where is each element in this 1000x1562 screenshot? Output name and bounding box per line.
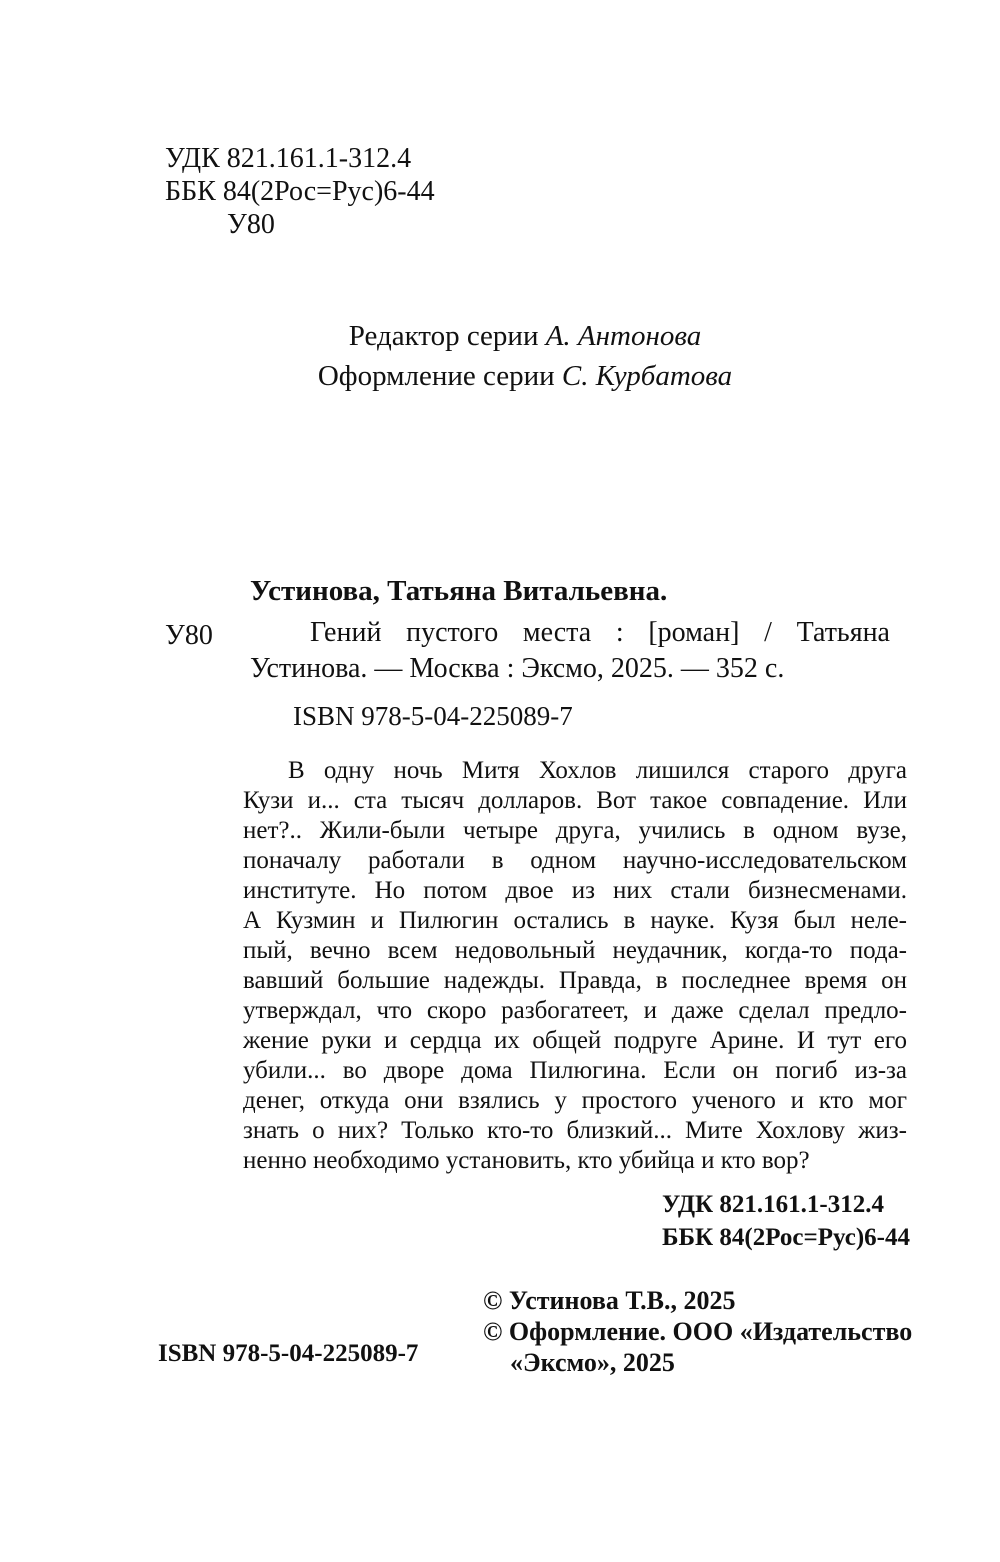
annotation-line: ненно необходимо установить, кто убийца и кто вор? [243, 1147, 810, 1174]
card-title-line-2: Устинова. — Москва : Эксмо, 2025. — 352 с. [250, 653, 785, 684]
series-designer-name: С. Курбатова [561, 360, 733, 392]
annotation-line: А Кузмин и Пилюгин остались в науке. Кузя был неле- [243, 907, 907, 934]
card-author-heading: Устинова, Татьяна Витальевна. [250, 575, 668, 607]
udk-code-bottom: УДК 821.161.1-312.4 [662, 1191, 884, 1218]
copyright-author-line: © Устинова Т.В., 2025 [483, 1286, 736, 1315]
card-title-line-1: Гений пустого места : [роман] / Татьяна [310, 617, 890, 648]
annotation-line: пый, вечно всем недовольный неудачник, когда-то пода- [243, 937, 907, 964]
author-sign-card: У80 [165, 620, 213, 651]
copyright-publisher-line-1: © Оформление. ООО «Издательство [483, 1317, 913, 1346]
series-credits [125, 316, 925, 396]
udk-code-top: УДК 821.161.1-312.4 [165, 143, 412, 174]
card-bibliographic-description [250, 615, 890, 687]
annotation-line: поначалу работали в одном научно-исследовательском [243, 847, 907, 874]
author-sign-top: У80 [227, 209, 275, 240]
annotation-line: жение руки и сердца их общей подруге Арине. И тут его [243, 1027, 907, 1054]
copyright-block [483, 1285, 912, 1378]
isbn-bottom: ISBN 978-5-04-225089-7 [158, 1340, 419, 1367]
series-editor-line [125, 316, 925, 356]
bbk-code-bottom: ББК 84(2Рос=Рус)6-44 [662, 1224, 910, 1251]
card-isbn: ISBN 978-5-04-225089-7 [293, 701, 573, 731]
top-classification-block [165, 142, 435, 241]
annotation-line: денег, откуда они взялись у простого ученого и кто мог [243, 1087, 907, 1114]
series-designer-line [125, 356, 925, 396]
annotation-line: институте. Но потом двое из них стали бизнесменами. [243, 877, 907, 904]
annotation-paragraph [243, 756, 907, 1176]
bbk-code-top: ББК 84(2Рос=Рус)6-44 [165, 176, 435, 207]
series-editor-label: Редактор серии [348, 320, 546, 352]
annotation-line: Кузи и... ста тысяч долларов. Вот такое совпадение. Или [243, 787, 907, 814]
annotation-line: В одну ночь Митя Хохлов лишился старого друга [288, 757, 907, 784]
bottom-classification-block [662, 1188, 910, 1254]
annotation-line: знать о них? Только кто-то близкий... Мите Хохлову жиз- [243, 1117, 907, 1144]
copyright-publisher-line-2: «Эксмо», 2025 [510, 1348, 675, 1377]
series-designer-label: Оформление серии [317, 360, 562, 392]
annotation-line: утверждал, что скоро разбогатеет, и даже сделал предло- [243, 997, 907, 1024]
annotation-line: убили... во дворе дома Пилюгина. Если он погиб из-за [243, 1057, 907, 1084]
annotation-line: нет?.. Жили-были четыре друга, учились в одном вузе, [243, 817, 907, 844]
annotation-line: вавший большие надежды. Правда, в последнее время он [243, 967, 907, 994]
series-editor-name: А. Антонова [545, 320, 702, 352]
